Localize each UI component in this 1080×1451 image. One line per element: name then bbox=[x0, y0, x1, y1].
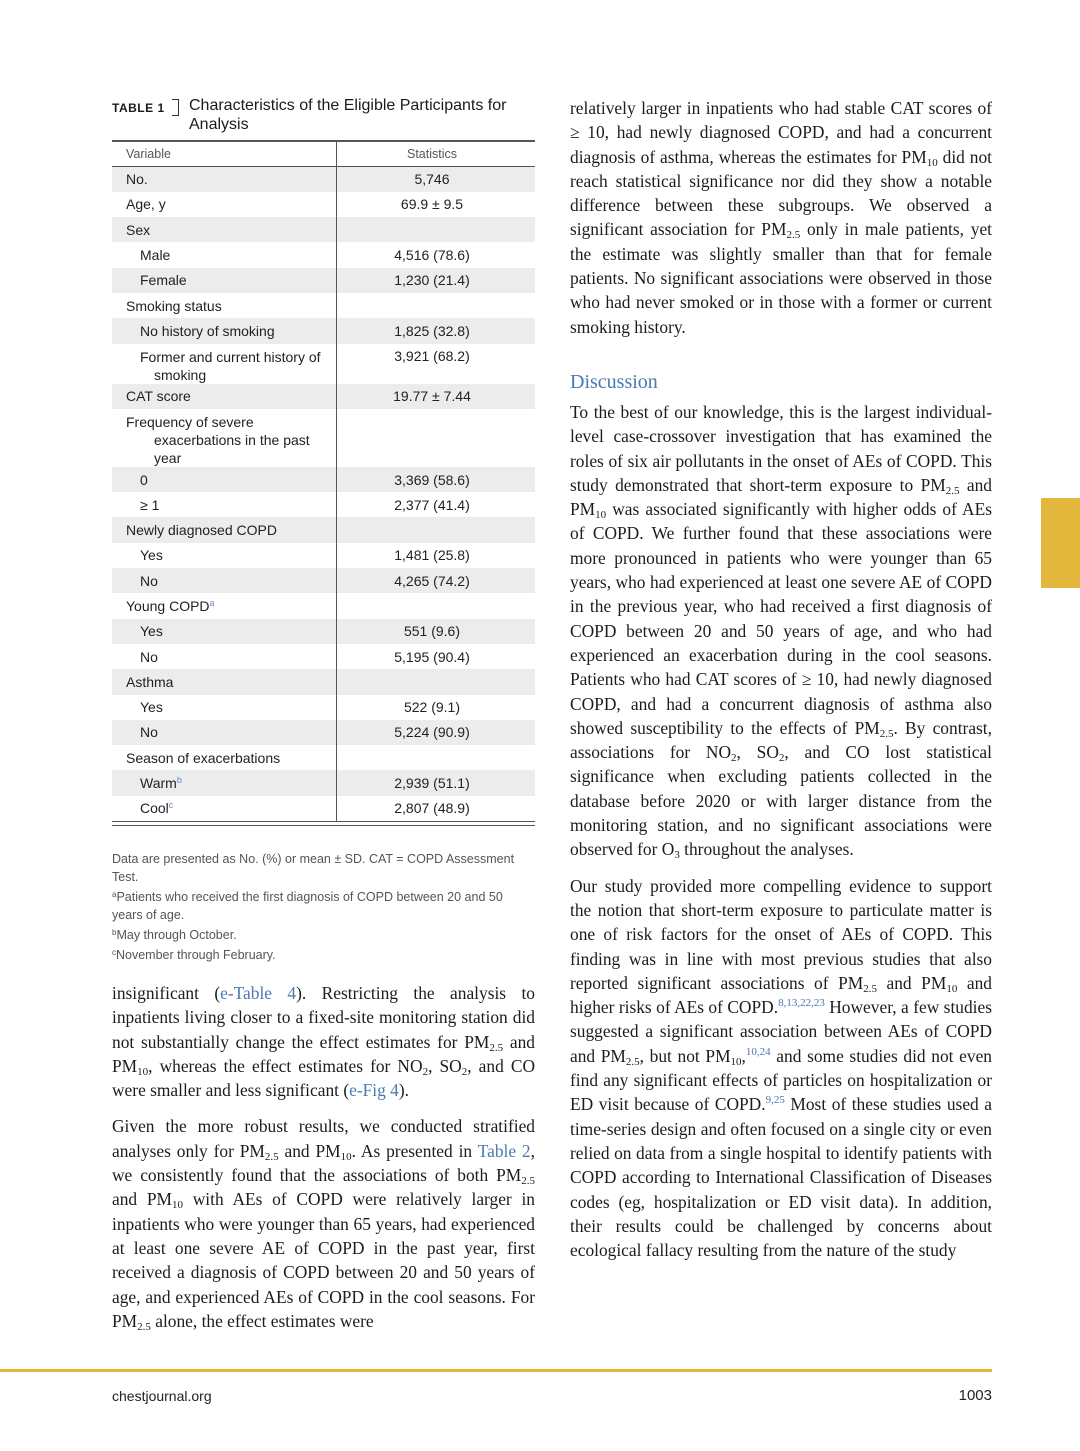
body-paragraph: Our study provided more compelling evidence to support the notion that short-term exposure to particulate matter is one of risk factors for the onset of AEs of COPD. This finding was in line with most previous studies that also reported significant associations of $PM_{2.5}$ and $PM_{10}$ and higher risks of AEs of COPD.$^{8,13,22,23}$ However, a few studies suggested a significant association between AEs of COPD and $PM_{2.5}$, but not $PM_{10},^{10,24}$ and some studies did not even find any significant effects of particles on hospitalization or ED visit because of COPD.$^{9,25}$ Most of these studies used a time-series design and often focused on a single city or even relied on data from a single hospital to identify patients with COPD according to International Classification of Diseases codes (eg, hospitalization or ED visit data). In addition, their results could be challenged by concerns about ecological fallacy resulting from the nature of the study bbox=[570, 875, 993, 1261]
table-row: No 5,195 (90.4) bbox=[112, 644, 535, 669]
table-bracket bbox=[172, 99, 179, 116]
table-title: Characteristics of the Eligible Participants for Analysis bbox=[189, 97, 507, 133]
right-column-text-top bbox=[570, 96, 992, 339]
table-row: Yes 1,481 (25.8) bbox=[112, 543, 535, 568]
table-row: No 5,224 (90.9) bbox=[112, 720, 535, 745]
table-row: ≥ 1 2,377 (41.4) bbox=[112, 492, 535, 517]
column-header-variable: Variable bbox=[112, 141, 337, 167]
efig4-link[interactable]: e-Fig 4 bbox=[349, 1080, 399, 1101]
table2-link[interactable]: Table 2 bbox=[477, 1140, 531, 1161]
body-paragraph: relatively larger in inpatients who had stable CAT scores of ≥ 10, had newly diagnosed COPD, and had a concurrent diagnosis of asthma, whereas the estimates for $PM_{10}$ did not reach statistical significance nor did they show a notable difference between these subgroups. We observed a significant association for $PM_{2.5}$ only in male patients, yet the estimate was slightly smaller than that for female patients. No significant associations were observed in those who had never smoked or in those with a former or current smoking history. bbox=[570, 98, 993, 337]
footnote-mark: c bbox=[168, 800, 174, 811]
table-row: Newly diagnosed COPD bbox=[112, 517, 535, 542]
body-paragraph: Given the more robust results, we conducted stratified analyses only for $PM_{2.5}$ and $PM_{10}$. As presented in Table 2, we consistently found that the associations of both $PM_{2.5}$ and $PM_{10}$ with AEs of COPD were relatively larger in inpatients who were younger than 65 years, had experienced at least one severe AE of COPD in the past year, first received a diagnosis of COPD between 20 and 50 years of age, and experienced AEs of COPD in the cool seasons. For $PM_{2.5}$ alone, the effect estimates were bbox=[112, 1116, 535, 1333]
table-header bbox=[112, 96, 535, 134]
table-note: $^c$November through February. bbox=[112, 948, 276, 962]
column-header-statistics: Statistics bbox=[337, 141, 536, 167]
table-row: Season of exacerbations bbox=[112, 745, 535, 770]
table-note: $^a$Patients who received the first diagnosis of COPD between 20 and 50 years of age. bbox=[112, 890, 503, 922]
table-row: Female 1,230 (21.4) bbox=[112, 268, 535, 293]
footnote-mark: a bbox=[209, 598, 215, 608]
right-column-text-discussion bbox=[570, 400, 992, 1262]
table-notes bbox=[112, 850, 535, 964]
table-row: Age, y 69.9 ± 9.5 bbox=[112, 192, 535, 217]
etable4-link[interactable]: e-Table 4 bbox=[220, 983, 297, 1003]
footer-rule bbox=[0, 1369, 992, 1372]
citation-link[interactable]: 9,25 bbox=[765, 1094, 785, 1107]
table-note: Data are presented as No. (%) or mean ± SD. CAT = COPD Assessment Test. bbox=[112, 852, 515, 884]
table-row: No history of smoking 1,825 (32.8) bbox=[112, 318, 535, 343]
table-row: Warm$^b$ 2,939 (51.1) bbox=[112, 770, 535, 795]
left-column-text bbox=[112, 981, 535, 1333]
footnote-mark: b bbox=[176, 775, 182, 786]
table-row: No 4,265 (74.2) bbox=[112, 568, 535, 593]
table-row: Sex bbox=[112, 217, 535, 242]
characteristics-table bbox=[112, 140, 535, 826]
table-row: Yes 522 (9.1) bbox=[112, 695, 535, 720]
table-note: $^b$May through October. bbox=[112, 928, 237, 942]
table-row: No. 5,746 bbox=[112, 167, 535, 192]
table-row: Cool$^c$ 2,807 (48.9) bbox=[112, 796, 535, 821]
table-row: Frequency of severe exacerbations in the past year bbox=[112, 409, 535, 467]
table-row: CAT score 19.77 ± 7.44 bbox=[112, 384, 535, 409]
page-number: 1003 bbox=[958, 1387, 992, 1404]
table-row: 0 3,369 (58.6) bbox=[112, 467, 535, 492]
section-heading-discussion: Discussion bbox=[570, 371, 658, 393]
table-row: Young COPD$^a$ bbox=[112, 593, 535, 618]
citation-link[interactable]: 10,24 bbox=[745, 1045, 771, 1058]
table-row: Yes 551 (9.6) bbox=[112, 619, 535, 644]
section-tab-marker bbox=[1041, 498, 1080, 588]
table-label: TABLE 1 bbox=[112, 101, 165, 115]
table-row: Former and current history of smoking 3,921 (68.2) bbox=[112, 344, 535, 384]
body-paragraph: To the best of our knowledge, this is the largest individual-level case-crossover investigation that has examined the roles of six air pollutants in the onset of AEs of COPD. This study demonstrated that short-term exposure to $PM_{2.5}$ and $PM_{10}$ was associated significantly with higher odds of AEs of COPD. We further found that these associations were more pronounced in patients who were younger than 65 years, who had experienced at least one severe AE of COPD in the previous year, who had received a first diagnosis of COPD between 20 and 50 years of age, and who had experienced an exacerbation during in the cool seasons. Patients who had CAT scores of ≥ 10, had newly diagnosed COPD, and had a concurrent diagnosis of asthma also showed susceptibility to the effects of $PM_{2.5}$. By contrast, associations for $NO_2$, $SO_2$, and CO lost statistical significance when excluding patients collected in the database before 2020 or with larger distance from the monitoring station, and no significant associations were observed for $O_3$ throughout the analyses. bbox=[570, 402, 992, 862]
footer-site[interactable]: chestjournal.org bbox=[112, 1388, 212, 1404]
citation-link[interactable]: 8,13,22,23 bbox=[778, 997, 825, 1010]
table-row: Asthma bbox=[112, 669, 535, 694]
table-1 bbox=[112, 96, 535, 826]
body-paragraph: insignificant (e-Table 4). Restricting the analysis to inpatients living closer to a fixed-site monitoring station did not substantially change the effect estimates for $PM_{2.5}$ and $PM_{10}$, whereas the effect estimates for $NO_2$, $SO_2$, and CO were smaller and less significant (e-Fig 4). bbox=[112, 983, 536, 1101]
table-row: Male 4,516 (78.6) bbox=[112, 242, 535, 267]
table-row: Smoking status bbox=[112, 293, 535, 318]
